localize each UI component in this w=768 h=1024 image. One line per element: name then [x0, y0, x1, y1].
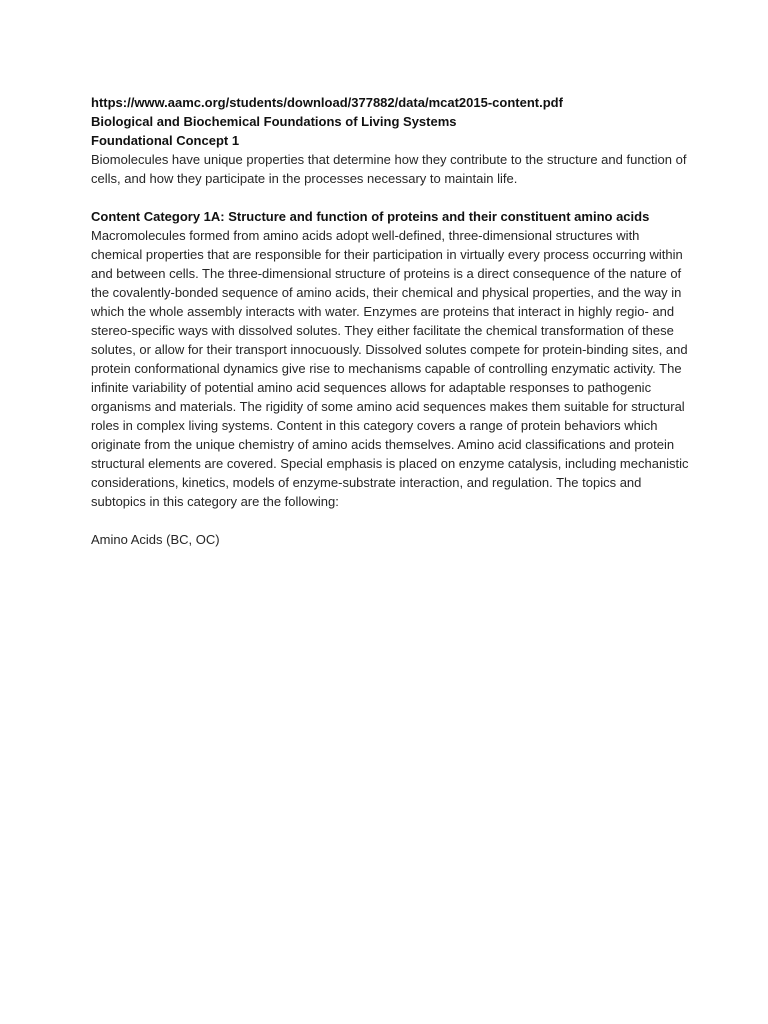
- spacer: [91, 511, 691, 530]
- spacer: [91, 188, 691, 207]
- concept-title: Foundational Concept 1: [91, 133, 240, 148]
- source-url[interactable]: https://www.aamc.org/students/download/377882/data/mcat2015-content.pdf: [91, 95, 563, 110]
- category-body: Macromolecules formed from amino acids adopt well-defined, three-dimensional structures with chemical properties that are responsible for their participation in virtually every process occurring within and between cells. The three-dimensional structure of proteins is a direct consequence of the nature of the covalently-bonded sequence of amino acids, their chemical and physical properties, and the way in which the whole assembly interacts with water. Enzymes are proteins that interact in highly regio- and stereo-specific ways with dissolved solutes. They either facilitate the chemical transformation of these solutes, or allow for their transport innocuously. Dissolved solutes compete for protein-binding sites, and protein conformational dynamics give rise to mechanisms capable of controlling enzymatic activity. The infinite variability of potential amino acid sequences allows for adaptable responses to pathogenic organisms and materials. The rigidity of some amino acid sequences makes them suitable for structural roles in complex living systems. Content in this category covers a range of protein behaviors which originate from the unique chemistry of amino acids themselves. Amino acid classifications and protein structural elements are covered. Special emphasis is placed on enzyme catalysis, including mechanistic considerations, kinetics, models of enzyme-substrate interaction, and regulation. The topics and subtopics in this category are the following:: [91, 228, 689, 509]
- section-title: Biological and Biochemical Foundations of Living Systems: [91, 114, 457, 129]
- category-heading: Content Category 1A: Structure and function of proteins and their constituent amino acids: [91, 209, 650, 224]
- category-paragraph: [91, 207, 691, 511]
- topic-item: Amino Acids (BC, OC): [91, 532, 220, 547]
- concept-text: Biomolecules have unique properties that determine how they contribute to the structure and function of cells, and how they participate in the processes necessary to maintain life.: [91, 152, 687, 186]
- document-page: [91, 93, 691, 549]
